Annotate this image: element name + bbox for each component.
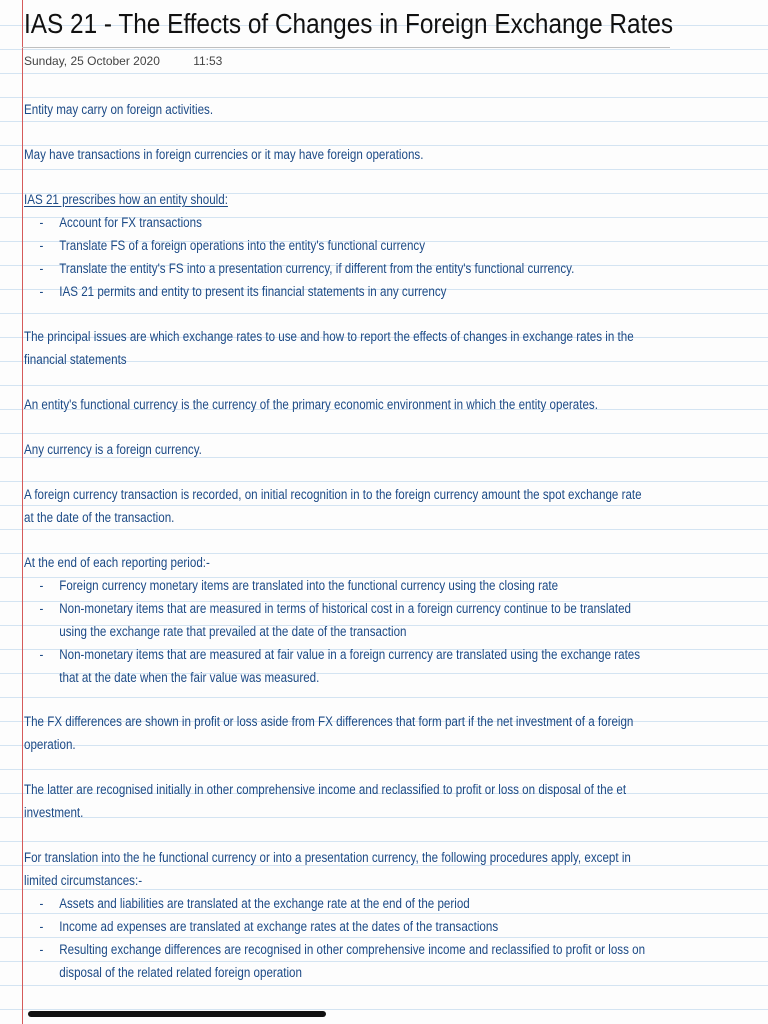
note-paragraph: May have transactions in foreign currencies or it may have foreign operations. bbox=[24, 147, 424, 162]
note-paragraph: For translation into the he functional currency or into a presentation currency, the following procedures apply, except in bbox=[24, 850, 631, 865]
note-paragraph: Any currency is a foreign currency. bbox=[24, 442, 202, 457]
note-paragraph-continued: operation. bbox=[24, 737, 76, 752]
page-date: Sunday, 25 October 2020 bbox=[24, 54, 160, 68]
note-body bbox=[24, 98, 750, 984]
note-paragraph: The FX differences are shown in profit or loss aside from FX differences that form part if the net investment of a foreign bbox=[24, 714, 634, 729]
bullet-continued: using the exchange rate that prevailed at the date of the transaction bbox=[59, 624, 407, 639]
section-heading: At the end of each reporting period:- bbox=[24, 555, 210, 570]
page-time: 11:53 bbox=[193, 54, 223, 68]
section-heading: IAS 21 prescribes how an entity should: bbox=[24, 192, 228, 207]
page-title: IAS 21 - The Effects of Changes in Foreign Exchange Rates bbox=[24, 8, 674, 39]
note-paragraph: The principal issues are which exchange rates to use and how to report the effects of changes in exchange rates in the bbox=[24, 329, 634, 344]
bullet-item: - Account for FX transactions bbox=[39, 215, 202, 230]
bullet-item: - IAS 21 permits and entity to present its financial statements in any currency bbox=[39, 284, 447, 299]
bullet-item: - Assets and liabilities are translated at the exchange rate at the end of the period bbox=[39, 896, 470, 911]
note-paragraph: The latter are recognised initially in other comprehensive income and reclassified to profit or loss on disposal of the et bbox=[24, 782, 627, 797]
note-paragraph: A foreign currency transaction is recorded, on initial recognition in to the foreign currency amount the spot exchange rate bbox=[24, 487, 642, 502]
bullet-continued: that at the date when the fair value was measured. bbox=[59, 670, 320, 685]
note-paragraph: Entity may carry on foreign activities. bbox=[24, 102, 214, 117]
bullet-item: - Translate the entity's FS into a presentation currency, if different from the entity's functional currency. bbox=[39, 261, 575, 276]
note-paragraph-continued: limited circumstances:- bbox=[24, 873, 143, 888]
bullet-item: - Non-monetary items that are measured in terms of historical cost in a foreign currency continue to be translated bbox=[39, 601, 632, 616]
note-paragraph-continued: at the date of the transaction. bbox=[24, 510, 175, 525]
bullet-continued: disposal of the related related foreign operation bbox=[59, 965, 302, 980]
bullet-item: - Resulting exchange differences are recognised in other comprehensive income and reclassified to profit or loss on bbox=[39, 942, 646, 957]
page-meta bbox=[24, 51, 222, 71]
margin-line bbox=[22, 0, 23, 1024]
title-divider bbox=[22, 47, 670, 48]
bullet-item: - Income ad expenses are translated at exchange rates at the dates of the transactions bbox=[39, 919, 499, 934]
home-indicator[interactable] bbox=[28, 1011, 326, 1017]
note-paragraph-continued: investment. bbox=[24, 805, 84, 820]
bullet-item: - Foreign currency monetary items are translated into the functional currency using the closing rate bbox=[39, 578, 559, 593]
note-paragraph: An entity's functional currency is the currency of the primary economic environment in which the entity operates. bbox=[24, 397, 598, 412]
bullet-item: - Non-monetary items that are measured at fair value in a foreign currency are translated using the exchange rates bbox=[39, 647, 641, 662]
note-paragraph-continued: financial statements bbox=[24, 352, 127, 367]
bullet-item: - Translate FS of a foreign operations into the entity's functional currency bbox=[39, 238, 426, 253]
